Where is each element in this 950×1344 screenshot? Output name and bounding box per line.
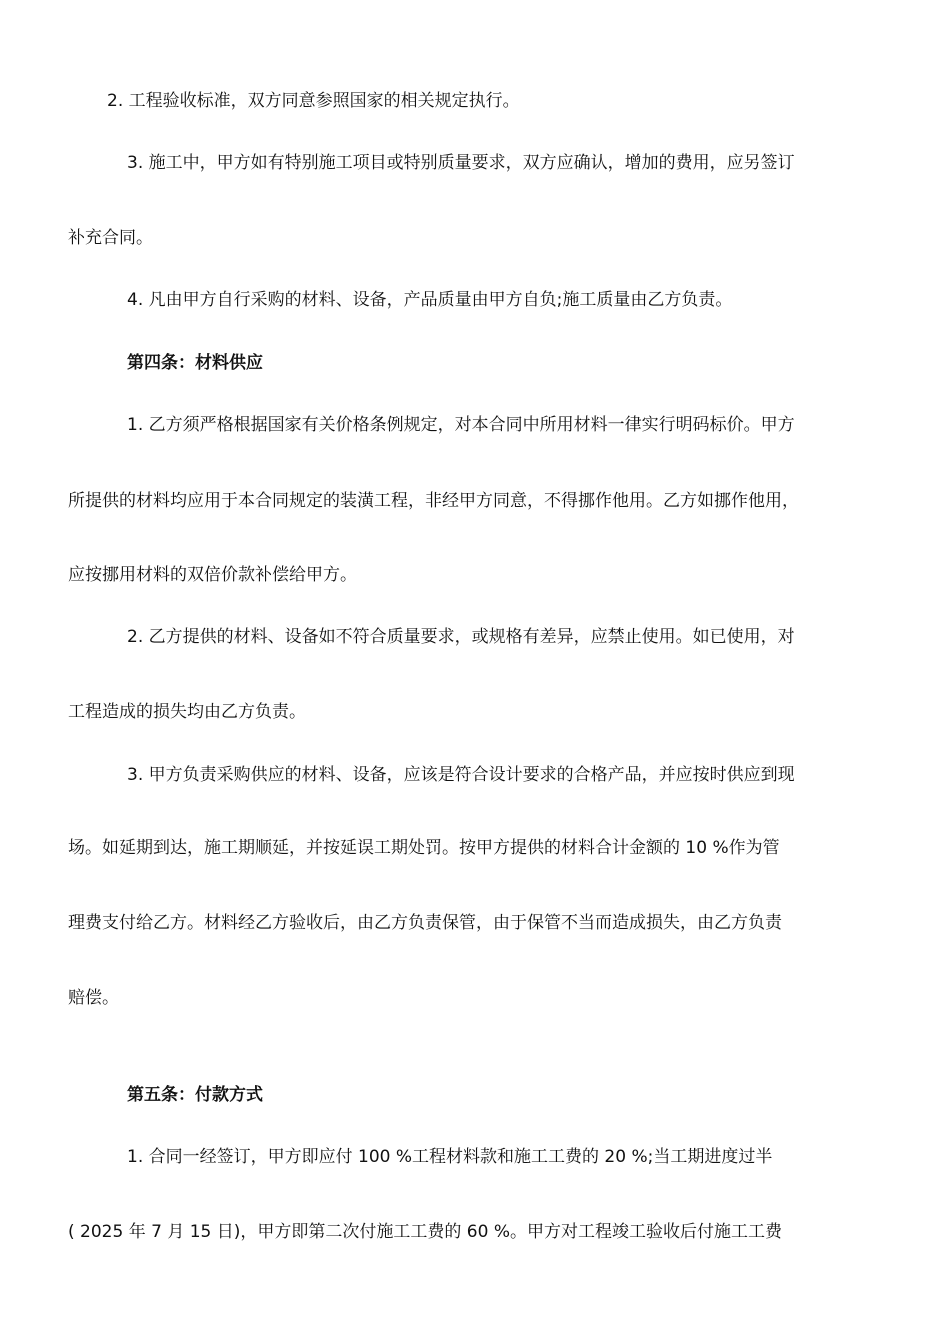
paragraph-line: 2. 工程验收标准，双方同意参照国家的相关规定执行。 (107, 91, 520, 111)
paragraph-line: 4. 凡由甲方自行采购的材料、设备，产品质量由甲方自负;施工质量由乙方负责。 (127, 290, 733, 310)
paragraph-line: 3. 施工中，甲方如有特别施工项目或特别质量要求，双方应确认，增加的费用，应另签订 (127, 153, 795, 173)
paragraph-line: 1. 合同一经签订，甲方即应付 100 %工程材料款和施工工费的 20 %;当工期进度过半 (127, 1147, 773, 1167)
paragraph-line: 3. 甲方负责采购供应的材料、设备，应该是符合设计要求的合格产品，并应按时供应到现 (127, 765, 795, 785)
section-heading: 第五条：付款方式 (127, 1085, 263, 1105)
paragraph-line: 2. 乙方提供的材料、设备如不符合质量要求，或规格有差异，应禁止使用。如已使用，对 (127, 627, 795, 647)
paragraph-line: 应按挪用材料的双倍价款补偿给甲方。 (68, 565, 357, 585)
paragraph-line: 赔偿。 (68, 988, 119, 1008)
paragraph-line: ( 2025 年 7 月 15 日)，甲方即第二次付施工工费的 60 %。甲方对工程竣工验收后付施工工费 (68, 1222, 782, 1242)
paragraph-line: 补充合同。 (68, 228, 153, 248)
paragraph-line: 1. 乙方须严格根据国家有关价格条例规定，对本合同中所用材料一律实行明码标价。甲方 (127, 415, 795, 435)
paragraph-line: 所提供的材料均应用于本合同规定的装潢工程，非经甲方同意，不得挪作他用。乙方如挪作他用， (68, 491, 799, 511)
paragraph-line: 场。如延期到达，施工期顺延，并按延误工期处罚。按甲方提供的材料合计金额的 10 %作为管 (68, 838, 780, 858)
paragraph-line: 理费支付给乙方。材料经乙方验收后，由乙方负责保管，由于保管不当而造成损失，由乙方负责 (68, 913, 782, 933)
section-heading: 第四条：材料供应 (127, 353, 263, 373)
paragraph-line: 工程造成的损失均由乙方负责。 (68, 702, 306, 722)
